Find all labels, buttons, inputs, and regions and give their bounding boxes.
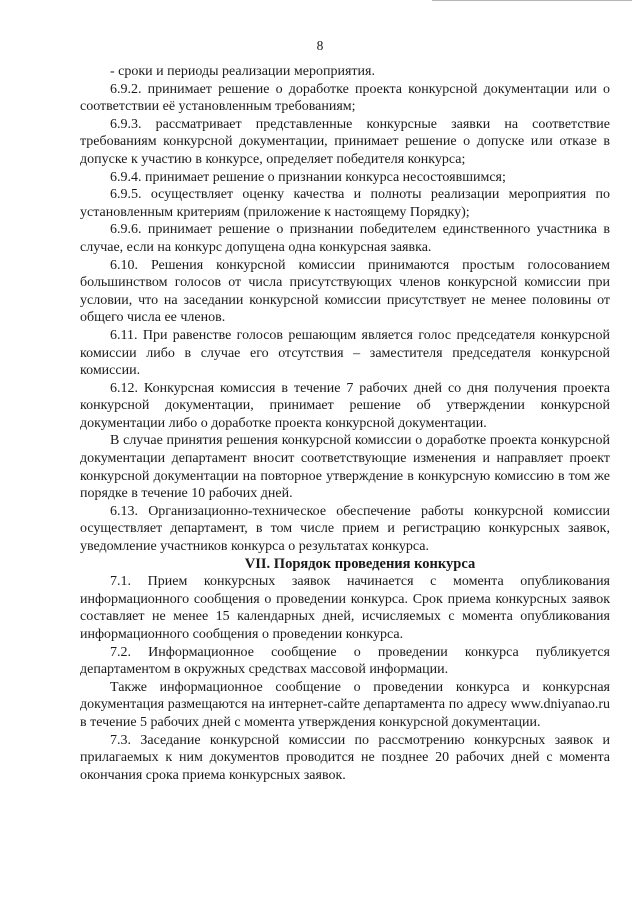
paragraph: 6.11. При равенстве голосов решающим является голос председателя конкурсной комиссии либо в случае его отсутствия – заместителя председателя конкурсной комиссии. — [80, 327, 610, 379]
paragraph: 6.13. Организационно-техническое обеспечение работы конкурсной комиссии осуществляет департамент, в том числе прием и регистрацию конкурсных заявок, уведомление участников конкурса о результатах конкурса. — [80, 503, 610, 555]
section-heading: VII. Порядок проведения конкурса — [244, 555, 476, 572]
paragraph: 7.1. Прием конкурсных заявок начинается с момента опубликования информационного сообщения о проведении конкурса. Срок приема конкурсных заявок составляет не менее 15 календарных дней, исчисляемых с момента опубликования информационного сообщения о проведении конкурса. — [80, 574, 610, 642]
document-body — [80, 63, 610, 784]
paragraph: 6.9.4. принимает решение о признании конкурса несостоявшимся; — [110, 169, 506, 185]
paragraph: В случае принятия решения конкурсной комиссии о доработке проекта конкурсной документации департамент вносит соответствующие изменения и направляет проект конкурсной документации на повторное утверждение в конкурсную комиссию в том же порядке в течение 10 рабочих дней. — [80, 433, 610, 502]
scan-edge-mark — [432, 0, 632, 3]
paragraph: 6.9.5. осуществляет оценку качества и полноты реализации мероприятия по установленным критериям (приложение к настоящему Порядку); — [80, 187, 610, 220]
paragraph: 6.9.2. принимает решение о доработке проекта конкурсной документации или о соответствии её установленным требованиям; — [80, 81, 610, 115]
paragraph: 7.2. Информационное сообщение о проведении конкурса публикуется департаментом в окружных средствах массовой информации. — [80, 644, 610, 678]
paragraph: Также информационное сообщение о проведении конкурса и конкурсная документация размещаются на интернет-сайте департамента по адресу www.dniyanao.ru в течение 5 рабочих дней с момента утверждения конкурсной документации. — [80, 679, 610, 730]
paragraph: - сроки и периоды реализации мероприятия. — [110, 64, 375, 79]
paragraph: 7.3. Заседание конкурсной комиссии по рассмотрению конкурсных заявок и прилагаемых к ним документов проводится не позднее 20 рабочих дней с момента окончания срока приема конкурсных заявок. — [80, 732, 610, 783]
paragraph: 6.12. Конкурсная комиссия в течение 7 рабочих дней со дня получения проекта конкурсной документации, принимает решение об утверждении конкурсной документации либо о доработке проекта конкурсной документации. — [80, 380, 610, 431]
paragraph: 6.10. Решения конкурсной комиссии принимаются простым голосованием большинством голосов от числа присутствующих членов конкурсной комиссии при условии, что на заседании конкурсной комиссии присутствует не менее половины от общего числа ее членов. — [80, 257, 610, 326]
paragraph: 6.9.6. принимает решение о признании победителем единственного участника в случае, если на конкурс допущена одна конкурсная заявка. — [80, 222, 610, 255]
paragraph: 6.9.3. рассматривает представленные конкурсные заявки на соответствие требованиям конкурсной документации, принимает решение о допуске или отказе в допуске к участию в конкурсе, определяет победителя конкурса; — [80, 116, 610, 167]
page-number: 8 — [316, 38, 324, 53]
